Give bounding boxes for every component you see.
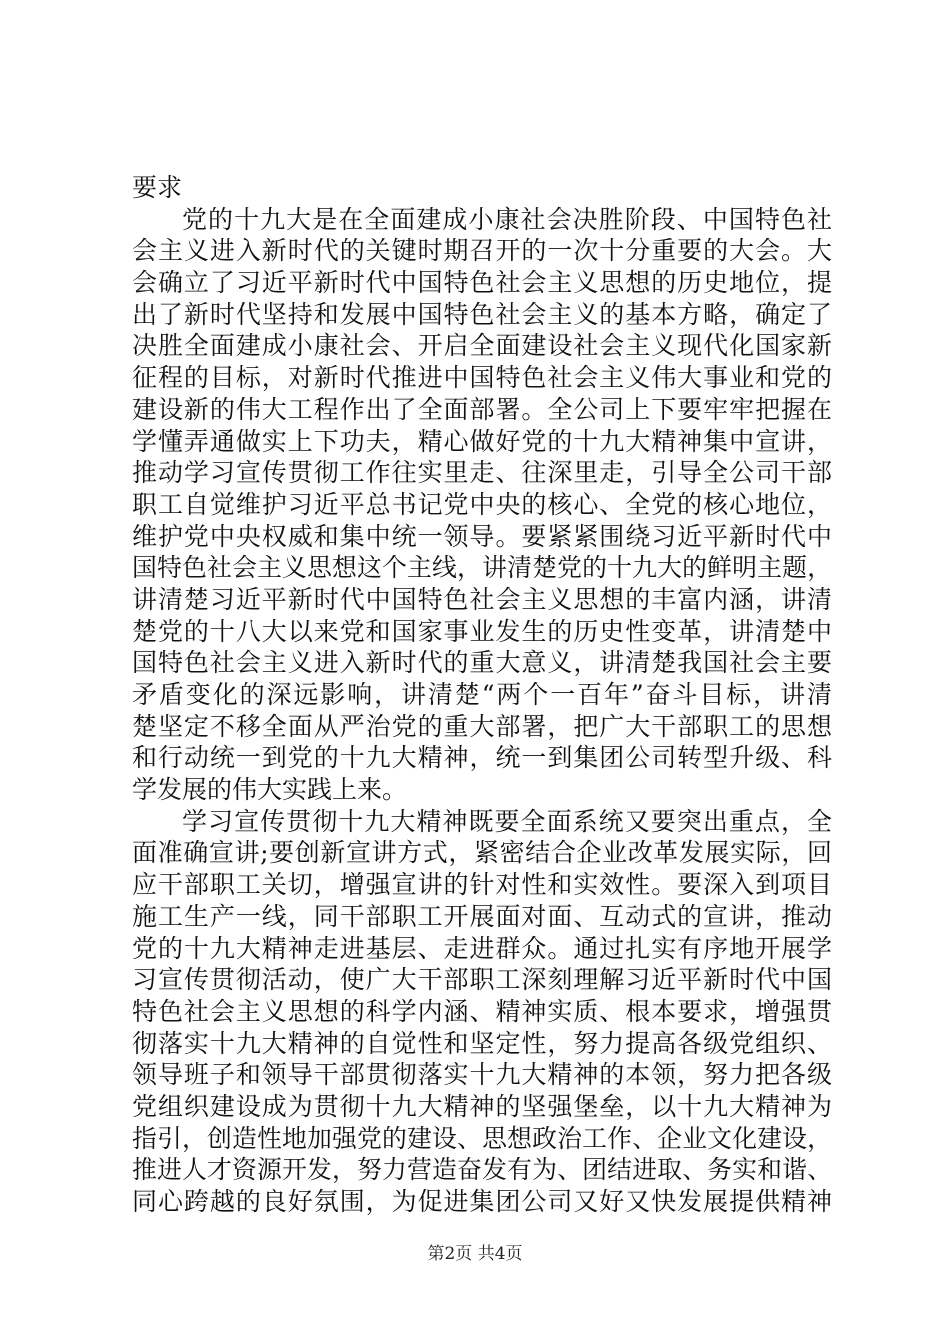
paragraph-line: 会确立了习近平新时代中国特色社会主义思想的历史地位，提 [132, 268, 832, 298]
paragraph-line: 施工生产一线，同干部职工开展面对面、互动式的宣讲，推动 [132, 901, 832, 931]
paragraph-line: 推进人才资源开发，努力营造奋发有为、团结进取、务实和谐、 [132, 1155, 832, 1185]
paragraph-line: 学发展的伟大实践上来。 [132, 775, 408, 805]
page-number-footer: 第2页 共4页 [427, 1244, 523, 1264]
paragraph-line: 学懂弄通做实上下功夫，精心做好党的十九大精神集中宣讲， [132, 426, 832, 456]
document-body [132, 172, 832, 1218]
paragraph-line: 推动学习宣传贯彻工作往实里走、往深里走，引导全公司干部 [132, 458, 832, 488]
paragraph-line: 同心跨越的良好氛围，为促进集团公司又好又快发展提供精神 [132, 1187, 832, 1216]
paragraph-line: 会主义进入新时代的关键时期召开的一次十分重要的大会。大 [132, 236, 832, 266]
paragraph-line: 国特色社会主义思想这个主线，讲清楚党的十九大的鲜明主题， [132, 553, 832, 583]
paragraph-line: 特色社会主义思想的科学内涵、精神实质、根本要求，增强贯 [132, 996, 832, 1026]
paragraph-line: 学习宣传贯彻十九大精神既要全面系统又要突出重点，全 [182, 806, 832, 836]
paragraph-line: 维护党中央权威和集中统一领导。要紧紧围绕习近平新时代中 [132, 521, 832, 551]
paragraph-line: 矛盾变化的深远影响，讲清楚“两个一百年”奋斗目标，讲清 [132, 680, 832, 709]
paragraph-line: 党的十九大精神走进基层、走进群众。通过扎实有序地开展学 [132, 933, 832, 963]
paragraph-line: 职工自觉维护习近平总书记党中央的核心、全党的核心地位， [132, 489, 832, 519]
paragraph-line: 征程的目标，对新时代推进中国特色社会主义伟大事业和党的 [132, 363, 832, 393]
paragraph-line: 应干部职工关切，增强宣讲的针对性和实效性。要深入到项目 [132, 870, 832, 900]
paragraph-line: 决胜全面建成小康社会、开启全面建设社会主义现代化国家新 [132, 331, 832, 361]
paragraph-line: 讲清楚习近平新时代中国特色社会主义思想的丰富内涵，讲清 [132, 584, 832, 614]
paragraph-line: 习宣传贯彻活动，使广大干部职工深刻理解习近平新时代中国 [132, 965, 832, 995]
paragraph-1 [132, 204, 832, 806]
paragraph-line: 楚党的十八大以来党和国家事业发生的历史性变革，讲清楚中 [132, 616, 832, 646]
heading-fragment: 要求 [132, 173, 183, 202]
paragraph-line: 面准确宣讲;要创新宣讲方式，紧密结合企业改革发展实际，回 [132, 838, 832, 868]
paragraph-line: 领导班子和领导干部贯彻落实十九大精神的本领，努力把各级 [132, 1060, 832, 1090]
paragraph-line: 党组织建设成为贯彻十九大精神的坚强堡垒，以十九大精神为 [132, 1091, 832, 1121]
paragraph-line: 彻落实十九大精神的自觉性和坚定性，努力提高各级党组织、 [132, 1028, 832, 1058]
paragraph-line: 出了新时代坚持和发展中国特色社会主义的基本方略，确定了 [132, 299, 832, 329]
paragraph-2 [132, 806, 832, 1218]
paragraph-line: 建设新的伟大工程作出了全面部署。全公司上下要牢牢把握在 [132, 394, 832, 424]
paragraph-line: 指引，创造性地加强党的建设、思想政治工作、企业文化建设， [132, 1123, 832, 1153]
paragraph-line: 和行动统一到党的十九大精神，统一到集团公司转型升级、科 [132, 743, 832, 773]
paragraph-line: 国特色社会主义进入新时代的重大意义，讲清楚我国社会主要 [132, 648, 832, 678]
paragraph-line: 楚坚定不移全面从严治党的重大部署，把广大干部职工的思想 [132, 711, 832, 741]
paragraph-line: 党的十九大是在全面建成小康社会决胜阶段、中国特色社 [182, 204, 832, 234]
